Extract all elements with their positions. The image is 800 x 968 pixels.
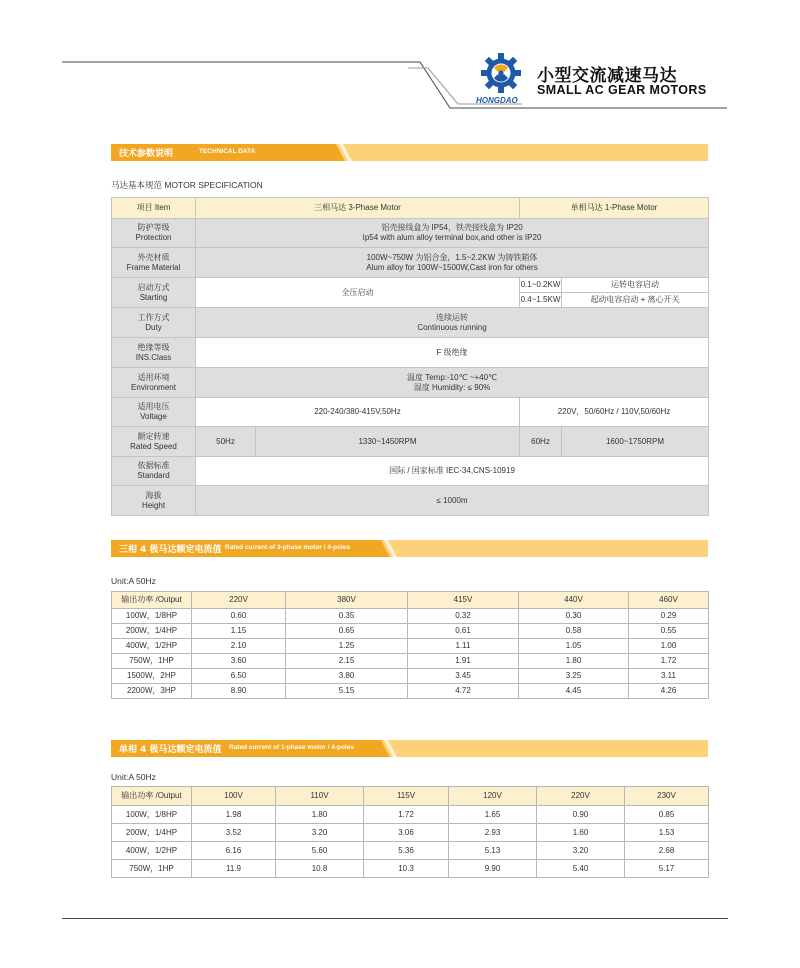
- output-cell: 100W，1/8HP: [112, 806, 192, 824]
- spec-head-three: 三相马达 3-Phase Motor: [196, 198, 520, 219]
- column-header: 460V: [629, 592, 709, 609]
- output-cell: 2200W，3HP: [112, 684, 192, 699]
- current-cell: 5.40: [537, 860, 625, 878]
- row-label-en: Starting: [139, 292, 168, 302]
- section-title-en: Rated current of 1-phase motor / 4-poles: [229, 744, 354, 751]
- spec-value: 铝壳接线盒为 IP54，铁壳接线盒为 IP20: [381, 223, 523, 232]
- row-label-en: Height: [141, 500, 166, 510]
- row-label-en: Environment: [131, 382, 176, 392]
- current-cell: 0.85: [625, 806, 709, 824]
- table-row: [112, 669, 709, 684]
- row-label-en: Rated Speed: [130, 441, 177, 451]
- current-cell: 4.26: [629, 684, 709, 699]
- row-label-zh: 绝缘等级: [137, 342, 170, 352]
- current-cell: 3.60: [192, 654, 286, 669]
- spec-value: 0.4~1.5KW: [520, 293, 562, 308]
- current-3phase-table: [111, 591, 709, 699]
- title-en: SMALL AC GEAR MOTORS: [537, 83, 707, 97]
- current-cell: 6.50: [192, 669, 286, 684]
- current-cell: 3.20: [276, 824, 364, 842]
- current-cell: 1.11: [408, 639, 519, 654]
- spec-row-speed: [112, 427, 709, 457]
- current-cell: 3.45: [408, 669, 519, 684]
- spec-value: Continuous running: [417, 322, 487, 332]
- table-row: [112, 609, 709, 624]
- current-cell: 0.65: [286, 624, 408, 639]
- row-label-zh: 防护等级: [137, 223, 170, 232]
- current-cell: 1.15: [192, 624, 286, 639]
- current-cell: 1.00: [629, 639, 709, 654]
- current-cell: 1.05: [519, 639, 629, 654]
- column-header: 100V: [192, 787, 276, 806]
- current-cell: 3.80: [286, 669, 408, 684]
- spec-value: 220-240/380-415V,50Hz: [196, 398, 520, 427]
- current-cell: 4.72: [408, 684, 519, 699]
- spec-value: F 级绝缘: [196, 338, 709, 368]
- current-cell: 0.29: [629, 609, 709, 624]
- current-cell: 2.68: [625, 842, 709, 860]
- current-cell: 0.61: [408, 624, 519, 639]
- spec-row-frame: [112, 248, 709, 278]
- row-label-zh: 启动方式: [137, 282, 170, 292]
- spec-value: 温度 Temp:-10℃ ~+40℃: [407, 372, 498, 382]
- table-header-row: [112, 787, 709, 806]
- current-cell: 1.80: [519, 654, 629, 669]
- current-cell: 0.58: [519, 624, 629, 639]
- spec-head-item: 项目 Item: [112, 198, 196, 219]
- output-cell: 200W，1/4HP: [112, 824, 192, 842]
- output-cell: 400W，1/2HP: [112, 639, 192, 654]
- spec-row-voltage: [112, 398, 709, 427]
- column-header: 440V: [519, 592, 629, 609]
- spec-value: 60Hz: [520, 427, 562, 457]
- spec-row-height: [112, 486, 709, 516]
- current-cell: 3.25: [519, 669, 629, 684]
- row-label-zh: 额定转速: [137, 431, 170, 441]
- row-label-zh: 海拔: [145, 490, 162, 500]
- row-label-en: Voltage: [140, 412, 167, 421]
- spec-row-duty: [112, 308, 709, 338]
- table-row: [112, 842, 709, 860]
- table-header-row: [112, 592, 709, 609]
- column-header: 110V: [276, 787, 364, 806]
- current-cell: 1.25: [286, 639, 408, 654]
- table-row: [112, 639, 709, 654]
- spec-value: 起动电容启动 + 离心开关: [562, 293, 709, 308]
- spec-value: 220V，50/60Hz / 110V,50/60Hz: [520, 398, 709, 427]
- table-row: [112, 860, 709, 878]
- current-cell: 0.30: [519, 609, 629, 624]
- spec-value: 1330~1450RPM: [256, 427, 520, 457]
- table-row: [112, 624, 709, 639]
- table-row: [112, 824, 709, 842]
- current-cell: 0.90: [537, 806, 625, 824]
- output-cell: 750W，1HP: [112, 860, 192, 878]
- current-cell: 1.80: [276, 806, 364, 824]
- column-header: 230V: [625, 787, 709, 806]
- row-label-en: INS.Class: [135, 352, 172, 362]
- row-label-zh: 适用电压: [137, 402, 170, 411]
- header-lines: [0, 0, 800, 120]
- current-cell: 1.65: [449, 806, 537, 824]
- table-row: [112, 806, 709, 824]
- current-cell: 3.52: [192, 824, 276, 842]
- current-cell: 0.32: [408, 609, 519, 624]
- unit-caption: Unit:A 50Hz: [111, 576, 156, 586]
- spec-row-environment: [112, 368, 709, 398]
- current-cell: 5.36: [364, 842, 449, 860]
- current-cell: 5.17: [625, 860, 709, 878]
- column-header: 380V: [286, 592, 408, 609]
- spec-value: 0.1~0.2KW: [520, 278, 562, 293]
- row-label-en: Protection: [135, 233, 172, 242]
- current-cell: 11.9: [192, 860, 276, 878]
- output-cell: 400W，1/2HP: [112, 842, 192, 860]
- section-technical-data-bar: [111, 144, 708, 161]
- current-cell: 3.20: [537, 842, 625, 860]
- column-header: 输出功率 /Output: [112, 787, 192, 806]
- current-cell: 2.10: [192, 639, 286, 654]
- motor-spec-table: [111, 197, 709, 516]
- spec-row-standard: [112, 457, 709, 486]
- section-title-en: Rated current of 3-phase motor / 4-poles: [225, 544, 350, 551]
- spec-value: 连续运转: [436, 312, 468, 322]
- current-cell: 9.90: [449, 860, 537, 878]
- column-header: 415V: [408, 592, 519, 609]
- current-cell: 10.8: [276, 860, 364, 878]
- row-label-en: Standard: [137, 471, 170, 480]
- row-label-zh: 适用环境: [137, 372, 170, 382]
- section-title-zh: 单相 4 极马达额定电流值: [119, 745, 222, 755]
- output-cell: 100W，1/8HP: [112, 609, 192, 624]
- current-cell: 1.53: [625, 824, 709, 842]
- table-row: [112, 684, 709, 699]
- spec-value: Alum alloy for 100W~1500W,Cast iron for others: [366, 262, 538, 272]
- section-title-en: TECHNICAL DATA: [199, 148, 256, 155]
- column-header: 120V: [449, 787, 537, 806]
- unit-caption: Unit:A 50Hz: [111, 772, 156, 782]
- title-zh: 小型交流减速马达: [537, 66, 677, 86]
- current-cell: 2.15: [286, 654, 408, 669]
- column-header: 220V: [537, 787, 625, 806]
- table-row: [112, 654, 709, 669]
- spec-value: 1600~1750RPM: [562, 427, 709, 457]
- column-header: 输出功率 /Output: [112, 592, 192, 609]
- section-title-zh: 三相 4 极马达额定电流值: [119, 545, 222, 555]
- current-cell: 0.60: [192, 609, 286, 624]
- spec-row-starting: [112, 278, 709, 293]
- current-cell: 1.98: [192, 806, 276, 824]
- current-cell: 8.90: [192, 684, 286, 699]
- section-3phase-current-bar: [111, 540, 708, 557]
- current-cell: 3.06: [364, 824, 449, 842]
- section-1phase-current-bar: [111, 740, 708, 757]
- current-cell: 3.11: [629, 669, 709, 684]
- spec-value: 50Hz: [196, 427, 256, 457]
- current-cell: 0.55: [629, 624, 709, 639]
- column-header: 220V: [192, 592, 286, 609]
- current-cell: 0.35: [286, 609, 408, 624]
- current-cell: 2.93: [449, 824, 537, 842]
- output-cell: 1500W，2HP: [112, 669, 192, 684]
- spec-row-protection: [112, 219, 709, 248]
- footer-rule: [62, 918, 728, 919]
- row-label-en: Frame Material: [126, 262, 181, 272]
- current-cell: 1.60: [537, 824, 625, 842]
- output-cell: 750W，1HP: [112, 654, 192, 669]
- row-label-zh: 外壳材质: [137, 252, 170, 262]
- current-cell: 6.16: [192, 842, 276, 860]
- row-label-en: Duty: [145, 322, 162, 332]
- current-cell: 4.45: [519, 684, 629, 699]
- current-cell: 5.15: [286, 684, 408, 699]
- spec-value: 100W~750W 为铝合金，1.5~2.2KW 为铸铁箱体: [366, 252, 538, 262]
- row-label-zh: 依据标准: [137, 461, 170, 470]
- brand-name: HONGDAO: [476, 96, 518, 105]
- current-cell: 10.3: [364, 860, 449, 878]
- output-cell: 200W，1/4HP: [112, 624, 192, 639]
- current-cell: 5.60: [276, 842, 364, 860]
- spec-value: 湿度 Humidity: ≤ 90%: [413, 382, 491, 392]
- hongdao-logo-icon: [478, 52, 524, 96]
- spec-head-single: 单相马达 1-Phase Motor: [520, 198, 709, 219]
- current-1phase-table: [111, 786, 709, 878]
- current-cell: 1.72: [629, 654, 709, 669]
- section-title-zh: 技术参数说明: [119, 149, 174, 159]
- spec-header-row: [112, 198, 709, 219]
- current-cell: 1.91: [408, 654, 519, 669]
- spec-value: 全压启动: [196, 278, 520, 308]
- spec-value: 国际 / 国家标准 IEC-34,CNS-10919: [196, 457, 709, 486]
- spec-value: 运转电容启动: [562, 278, 709, 293]
- row-label-zh: 工作方式: [137, 312, 170, 322]
- column-header: 115V: [364, 787, 449, 806]
- current-cell: 1.72: [364, 806, 449, 824]
- spec-value: ≤ 1000m: [196, 486, 709, 516]
- current-cell: 5.13: [449, 842, 537, 860]
- spec-value: Ip54 with alum alloy terminal box,and other is IP20: [362, 233, 542, 242]
- spec-row-ins: [112, 338, 709, 368]
- spec-caption: 马达基本规范 MOTOR SPECIFICATION: [111, 180, 263, 190]
